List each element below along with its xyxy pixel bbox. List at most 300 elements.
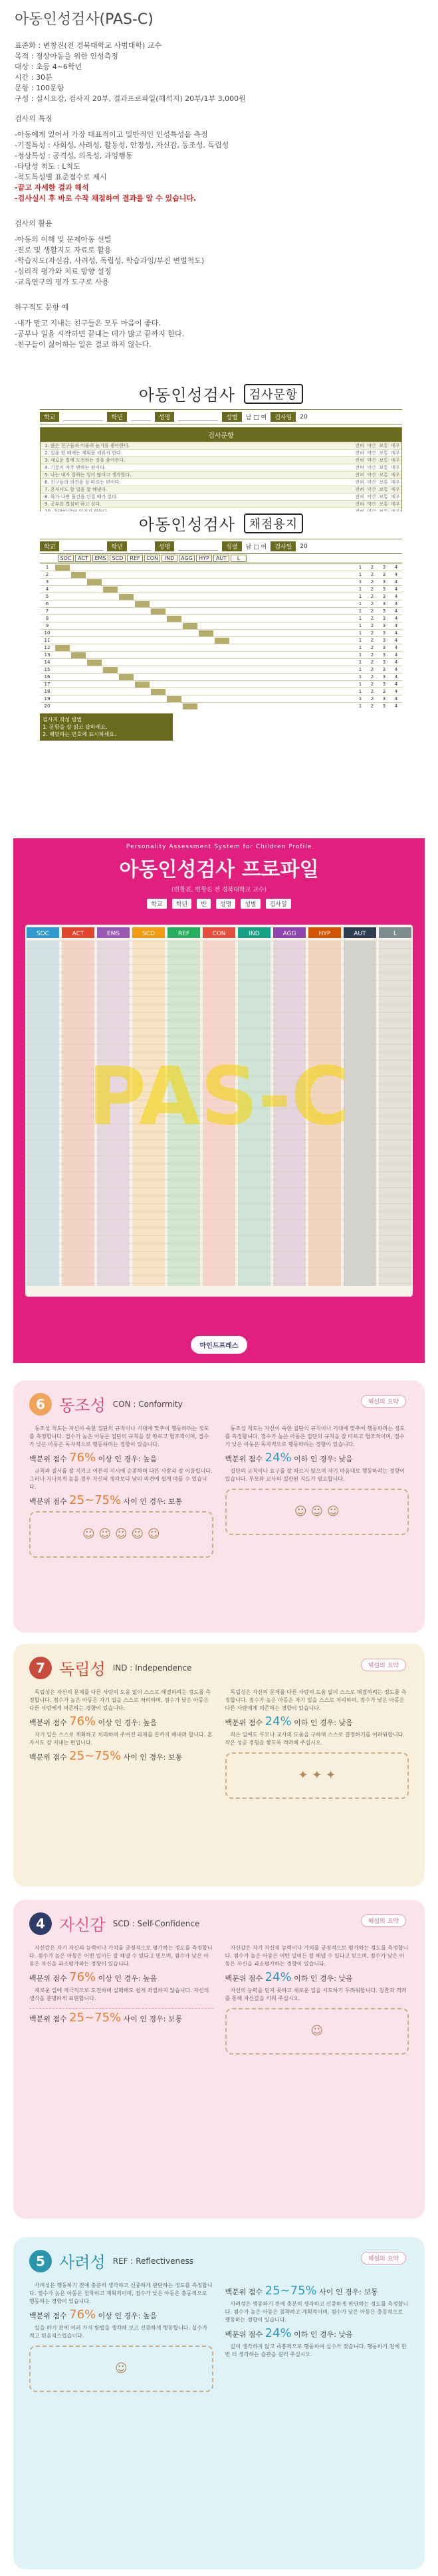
answer-cell[interactable] xyxy=(103,608,118,614)
answer-cell[interactable] xyxy=(215,587,229,593)
answer-option[interactable]: 3 xyxy=(382,572,386,577)
answer-option[interactable]: 3 xyxy=(382,682,386,687)
answer-option[interactable]: 4 xyxy=(394,660,398,665)
answer-cell[interactable] xyxy=(183,630,197,636)
answer-cell[interactable] xyxy=(151,667,165,673)
answer-option[interactable]: 3 xyxy=(382,660,386,665)
answer-cell[interactable] xyxy=(71,623,86,629)
answer-cell[interactable] xyxy=(87,645,102,651)
answer-cell[interactable] xyxy=(167,623,181,629)
answer-cell[interactable] xyxy=(151,594,165,600)
answer-option[interactable]: 매우 xyxy=(391,458,400,463)
answer-cell[interactable] xyxy=(199,645,213,651)
answer-cell[interactable] xyxy=(119,689,134,695)
answer-cell[interactable] xyxy=(103,587,118,593)
answer-cell[interactable] xyxy=(151,608,165,614)
answer-cell[interactable] xyxy=(183,667,197,673)
answer-option[interactable]: 2 xyxy=(370,689,374,694)
answer-option[interactable]: 4 xyxy=(394,674,398,680)
answer-option[interactable]: 1 xyxy=(358,594,362,599)
answer-cell[interactable] xyxy=(215,703,229,709)
answer-cell[interactable] xyxy=(135,572,150,578)
answer-cell[interactable] xyxy=(103,696,118,702)
answer-cell[interactable] xyxy=(167,674,181,680)
answer-cell[interactable] xyxy=(55,667,70,673)
profile-field[interactable]: 검사일 xyxy=(266,899,291,909)
answer-cell[interactable] xyxy=(215,645,229,651)
answer-cell[interactable] xyxy=(151,623,165,629)
answer-cell[interactable] xyxy=(71,579,86,585)
answer-cell[interactable] xyxy=(215,682,229,688)
answer-option[interactable]: 1 xyxy=(358,565,362,570)
answer-cell[interactable] xyxy=(103,601,118,607)
answer-option[interactable]: 2 xyxy=(370,696,374,701)
answer-cell[interactable] xyxy=(119,703,134,709)
answer-option[interactable]: 전혀 xyxy=(355,494,364,500)
answer-cell[interactable] xyxy=(71,652,86,658)
answer-cell[interactable] xyxy=(103,630,118,636)
answer-cell[interactable] xyxy=(71,682,86,688)
answer-cell[interactable] xyxy=(151,630,165,636)
answer-cell[interactable] xyxy=(87,652,102,658)
answer-option[interactable]: 3 xyxy=(382,667,386,672)
answer-cell[interactable] xyxy=(151,579,165,585)
answer-cell[interactable] xyxy=(135,608,150,614)
answer-cell[interactable] xyxy=(71,660,86,666)
answer-cell[interactable] xyxy=(103,660,118,666)
answer-cell[interactable] xyxy=(103,674,118,680)
answer-option[interactable]: 3 xyxy=(382,630,386,636)
answer-cell[interactable] xyxy=(199,689,213,695)
answer-cell[interactable] xyxy=(183,645,197,651)
answer-option[interactable]: 2 xyxy=(370,608,374,614)
answer-cell[interactable] xyxy=(103,703,118,709)
answer-option[interactable]: 4 xyxy=(394,616,398,621)
answer-cell[interactable] xyxy=(135,579,150,585)
answer-cell[interactable] xyxy=(167,667,181,673)
answer-option[interactable]: 3 xyxy=(382,594,386,599)
grade-field[interactable] xyxy=(131,413,151,421)
answer-cell[interactable] xyxy=(87,674,102,680)
answer-cell[interactable] xyxy=(167,630,181,636)
answer-option[interactable]: 4 xyxy=(394,682,398,687)
answer-cell[interactable] xyxy=(87,623,102,629)
answer-cell[interactable] xyxy=(71,608,86,614)
answer-cell[interactable] xyxy=(119,674,134,680)
answer-cell[interactable] xyxy=(71,674,86,680)
answer-cell[interactable] xyxy=(55,660,70,666)
answer-cell[interactable] xyxy=(199,601,213,607)
answer-option[interactable]: 1 xyxy=(358,579,362,585)
answer-cell[interactable] xyxy=(87,703,102,709)
name-field[interactable] xyxy=(178,543,218,551)
answer-option[interactable]: 2 xyxy=(370,674,374,680)
answer-cell[interactable] xyxy=(87,601,102,607)
answer-cell[interactable] xyxy=(119,579,134,585)
answer-cell[interactable] xyxy=(119,587,134,593)
answer-cell[interactable] xyxy=(183,660,197,666)
answer-cell[interactable] xyxy=(55,565,70,571)
answer-option[interactable]: 2 xyxy=(370,682,374,687)
answer-cell[interactable] xyxy=(167,601,181,607)
answer-option[interactable]: 1 xyxy=(358,601,362,606)
answer-cell[interactable] xyxy=(71,638,86,644)
answer-option[interactable]: 1 xyxy=(358,645,362,650)
answer-cell[interactable] xyxy=(55,645,70,651)
answer-option[interactable]: 약간 xyxy=(367,465,376,470)
answer-cell[interactable] xyxy=(55,594,70,600)
answer-cell[interactable] xyxy=(119,660,134,666)
answer-option[interactable]: 3 xyxy=(382,652,386,658)
answer-option[interactable]: 매우 xyxy=(391,443,400,448)
answer-cell[interactable] xyxy=(215,594,229,600)
answer-cell[interactable] xyxy=(103,652,118,658)
answer-cell[interactable] xyxy=(87,630,102,636)
answer-option[interactable]: 4 xyxy=(394,572,398,577)
answer-option[interactable]: 1 xyxy=(358,638,362,643)
answer-option[interactable]: 2 xyxy=(370,601,374,606)
answer-cell[interactable] xyxy=(151,601,165,607)
sex-options[interactable]: 남 □ 여 xyxy=(245,414,267,421)
answer-cell[interactable] xyxy=(151,572,165,578)
answer-cell[interactable] xyxy=(71,696,86,702)
answer-cell[interactable] xyxy=(87,608,102,614)
answer-cell[interactable] xyxy=(151,674,165,680)
answer-option[interactable]: 3 xyxy=(382,638,386,643)
answer-option[interactable]: 전혀 xyxy=(355,487,364,492)
answer-cell[interactable] xyxy=(55,652,70,658)
answer-cell[interactable] xyxy=(119,630,134,636)
answer-cell[interactable] xyxy=(135,652,150,658)
answer-cell[interactable] xyxy=(55,682,70,688)
answer-cell[interactable] xyxy=(167,616,181,622)
answer-cell[interactable] xyxy=(55,587,70,593)
answer-cell[interactable] xyxy=(55,696,70,702)
answer-option[interactable]: 2 xyxy=(370,616,374,621)
answer-option[interactable]: 4 xyxy=(394,565,398,570)
answer-cell[interactable] xyxy=(119,608,134,614)
answer-option[interactable]: 매우 xyxy=(391,502,400,507)
answer-cell[interactable] xyxy=(199,565,213,571)
answer-option[interactable]: 보통 xyxy=(379,443,388,448)
answer-option[interactable]: 약간 xyxy=(367,487,376,492)
answer-cell[interactable] xyxy=(151,689,165,695)
answer-cell[interactable] xyxy=(135,696,150,702)
answer-cell[interactable] xyxy=(215,660,229,666)
answer-cell[interactable] xyxy=(183,674,197,680)
answer-cell[interactable] xyxy=(215,630,229,636)
answer-option[interactable]: 4 xyxy=(394,696,398,701)
grade-field[interactable] xyxy=(131,543,151,551)
answer-cell[interactable] xyxy=(215,565,229,571)
answer-cell[interactable] xyxy=(55,674,70,680)
answer-cell[interactable] xyxy=(135,616,150,622)
answer-option[interactable]: 2 xyxy=(370,660,374,665)
answer-cell[interactable] xyxy=(199,623,213,629)
answer-option[interactable]: 1 xyxy=(358,689,362,694)
answer-option[interactable]: 1 xyxy=(358,660,362,665)
answer-cell[interactable] xyxy=(103,572,118,578)
answer-cell[interactable] xyxy=(135,703,150,709)
answer-option[interactable]: 1 xyxy=(358,623,362,628)
answer-option[interactable]: 4 xyxy=(394,630,398,636)
answer-cell[interactable] xyxy=(135,645,150,651)
answer-cell[interactable] xyxy=(183,587,197,593)
answer-cell[interactable] xyxy=(71,703,86,709)
profile-field[interactable]: 학년 xyxy=(172,899,191,909)
answer-cell[interactable] xyxy=(167,682,181,688)
answer-cell[interactable] xyxy=(199,652,213,658)
answer-cell[interactable] xyxy=(55,689,70,695)
answer-cell[interactable] xyxy=(135,667,150,673)
answer-option[interactable]: 전혀 xyxy=(355,450,364,456)
answer-option[interactable]: 2 xyxy=(370,587,374,592)
answer-cell[interactable] xyxy=(87,638,102,644)
answer-option[interactable]: 매우 xyxy=(391,465,400,470)
answer-cell[interactable] xyxy=(55,630,70,636)
answer-option[interactable]: 3 xyxy=(382,674,386,680)
answer-option[interactable]: 1 xyxy=(358,703,362,709)
answer-option[interactable]: 4 xyxy=(394,594,398,599)
answer-option[interactable]: 1 xyxy=(358,667,362,672)
answer-cell[interactable] xyxy=(199,587,213,593)
profile-field[interactable]: 성별 xyxy=(241,899,260,909)
answer-option[interactable]: 보통 xyxy=(379,502,388,507)
answer-option[interactable]: 약간 xyxy=(367,450,376,456)
answer-option[interactable]: 보통 xyxy=(379,487,388,492)
answer-option[interactable]: 4 xyxy=(394,667,398,672)
answer-cell[interactable] xyxy=(135,587,150,593)
answer-cell[interactable] xyxy=(215,579,229,585)
answer-cell[interactable] xyxy=(103,667,118,673)
answer-cell[interactable] xyxy=(119,696,134,702)
answer-cell[interactable] xyxy=(215,572,229,578)
answer-option[interactable]: 4 xyxy=(394,579,398,585)
answer-option[interactable]: 약간 xyxy=(367,494,376,500)
answer-cell[interactable] xyxy=(167,579,181,585)
answer-cell[interactable] xyxy=(55,572,70,578)
answer-option[interactable]: 보통 xyxy=(379,480,388,485)
answer-cell[interactable] xyxy=(87,572,102,578)
answer-cell[interactable] xyxy=(167,638,181,644)
answer-cell[interactable] xyxy=(183,572,197,578)
answer-option[interactable]: 1 xyxy=(358,696,362,701)
answer-cell[interactable] xyxy=(55,579,70,585)
answer-cell[interactable] xyxy=(151,660,165,666)
answer-cell[interactable] xyxy=(215,616,229,622)
answer-option[interactable]: 4 xyxy=(394,652,398,658)
answer-cell[interactable] xyxy=(199,703,213,709)
school-field[interactable] xyxy=(63,413,103,421)
answer-cell[interactable] xyxy=(135,594,150,600)
answer-option[interactable]: 매우 xyxy=(391,472,400,478)
answer-cell[interactable] xyxy=(119,682,134,688)
answer-option[interactable]: 전혀 xyxy=(355,502,364,507)
answer-cell[interactable] xyxy=(119,572,134,578)
answer-cell[interactable] xyxy=(103,616,118,622)
answer-option[interactable]: 1 xyxy=(358,608,362,614)
answer-option[interactable]: 2 xyxy=(370,565,374,570)
answer-cell[interactable] xyxy=(151,696,165,702)
answer-option[interactable]: 보통 xyxy=(379,450,388,456)
answer-cell[interactable] xyxy=(119,565,134,571)
answer-cell[interactable] xyxy=(135,689,150,695)
answer-cell[interactable] xyxy=(183,696,197,702)
answer-cell[interactable] xyxy=(135,601,150,607)
answer-cell[interactable] xyxy=(119,667,134,673)
answer-option[interactable]: 3 xyxy=(382,587,386,592)
answer-cell[interactable] xyxy=(215,696,229,702)
answer-option[interactable]: 4 xyxy=(394,689,398,694)
answer-cell[interactable] xyxy=(167,594,181,600)
answer-cell[interactable] xyxy=(183,608,197,614)
answer-cell[interactable] xyxy=(167,689,181,695)
answer-cell[interactable] xyxy=(199,638,213,644)
answer-cell[interactable] xyxy=(183,638,197,644)
answer-cell[interactable] xyxy=(119,638,134,644)
answer-cell[interactable] xyxy=(71,630,86,636)
answer-cell[interactable] xyxy=(167,660,181,666)
answer-cell[interactable] xyxy=(119,594,134,600)
answer-cell[interactable] xyxy=(183,623,197,629)
answer-cell[interactable] xyxy=(167,696,181,702)
answer-option[interactable]: 1 xyxy=(358,616,362,621)
answer-cell[interactable] xyxy=(183,689,197,695)
answer-cell[interactable] xyxy=(71,565,86,571)
answer-cell[interactable] xyxy=(215,667,229,673)
answer-cell[interactable] xyxy=(55,601,70,607)
answer-cell[interactable] xyxy=(151,616,165,622)
answer-cell[interactable] xyxy=(167,652,181,658)
answer-cell[interactable] xyxy=(55,616,70,622)
answer-option[interactable]: 2 xyxy=(370,703,374,709)
answer-option[interactable]: 3 xyxy=(382,579,386,585)
answer-option[interactable]: 3 xyxy=(382,645,386,650)
answer-cell[interactable] xyxy=(199,696,213,702)
answer-option[interactable]: 3 xyxy=(382,616,386,621)
answer-cell[interactable] xyxy=(103,579,118,585)
answer-cell[interactable] xyxy=(167,587,181,593)
answer-cell[interactable] xyxy=(183,682,197,688)
answer-option[interactable]: 약간 xyxy=(367,502,376,507)
answer-cell[interactable] xyxy=(103,594,118,600)
answer-option[interactable]: 4 xyxy=(394,587,398,592)
answer-cell[interactable] xyxy=(151,703,165,709)
answer-cell[interactable] xyxy=(71,616,86,622)
answer-option[interactable]: 2 xyxy=(370,579,374,585)
answer-option[interactable]: 보통 xyxy=(379,458,388,463)
answer-option[interactable]: 약간 xyxy=(367,472,376,478)
answer-option[interactable]: 전혀 xyxy=(355,480,364,485)
answer-cell[interactable] xyxy=(215,689,229,695)
answer-cell[interactable] xyxy=(135,682,150,688)
answer-option[interactable]: 2 xyxy=(370,645,374,650)
answer-cell[interactable] xyxy=(119,652,134,658)
answer-cell[interactable] xyxy=(199,630,213,636)
answer-cell[interactable] xyxy=(87,594,102,600)
answer-option[interactable]: 2 xyxy=(370,630,374,636)
sex-options[interactable]: 남 □ 여 xyxy=(245,544,267,551)
answer-cell[interactable] xyxy=(71,572,86,578)
answer-option[interactable]: 전혀 xyxy=(355,458,364,463)
answer-cell[interactable] xyxy=(183,579,197,585)
answer-cell[interactable] xyxy=(103,682,118,688)
answer-cell[interactable] xyxy=(183,594,197,600)
answer-cell[interactable] xyxy=(199,674,213,680)
answer-option[interactable]: 2 xyxy=(370,652,374,658)
answer-cell[interactable] xyxy=(119,645,134,651)
answer-cell[interactable] xyxy=(151,587,165,593)
answer-option[interactable]: 매우 xyxy=(391,480,400,485)
answer-cell[interactable] xyxy=(71,645,86,651)
answer-cell[interactable] xyxy=(71,601,86,607)
profile-field[interactable]: 성명 xyxy=(216,899,235,909)
answer-cell[interactable] xyxy=(199,660,213,666)
answer-option[interactable]: 3 xyxy=(382,608,386,614)
answer-cell[interactable] xyxy=(215,608,229,614)
answer-option[interactable]: 3 xyxy=(382,623,386,628)
answer-cell[interactable] xyxy=(71,667,86,673)
answer-cell[interactable] xyxy=(71,689,86,695)
answer-cell[interactable] xyxy=(87,689,102,695)
answer-cell[interactable] xyxy=(151,652,165,658)
answer-cell[interactable] xyxy=(103,565,118,571)
answer-option[interactable]: 4 xyxy=(394,601,398,606)
answer-cell[interactable] xyxy=(103,638,118,644)
answer-cell[interactable] xyxy=(215,638,229,644)
school-field[interactable] xyxy=(63,543,103,551)
answer-cell[interactable] xyxy=(151,645,165,651)
answer-cell[interactable] xyxy=(87,587,102,593)
answer-option[interactable]: 2 xyxy=(370,638,374,643)
answer-cell[interactable] xyxy=(183,703,197,709)
answer-cell[interactable] xyxy=(119,616,134,622)
answer-option[interactable]: 3 xyxy=(382,601,386,606)
answer-cell[interactable] xyxy=(167,572,181,578)
answer-cell[interactable] xyxy=(119,623,134,629)
answer-option[interactable]: 1 xyxy=(358,572,362,577)
answer-cell[interactable] xyxy=(183,616,197,622)
answer-cell[interactable] xyxy=(199,616,213,622)
answer-option[interactable]: 보통 xyxy=(379,472,388,478)
answer-option[interactable]: 보통 xyxy=(379,494,388,500)
answer-option[interactable]: 4 xyxy=(394,608,398,614)
answer-option[interactable]: 2 xyxy=(370,572,374,577)
answer-cell[interactable] xyxy=(135,630,150,636)
answer-cell[interactable] xyxy=(87,616,102,622)
answer-cell[interactable] xyxy=(135,660,150,666)
answer-option[interactable]: 보통 xyxy=(379,465,388,470)
answer-cell[interactable] xyxy=(135,674,150,680)
answer-cell[interactable] xyxy=(103,689,118,695)
answer-cell[interactable] xyxy=(199,572,213,578)
answer-cell[interactable] xyxy=(55,638,70,644)
answer-option[interactable]: 1 xyxy=(358,674,362,680)
answer-cell[interactable] xyxy=(87,579,102,585)
answer-cell[interactable] xyxy=(215,601,229,607)
answer-option[interactable]: 약간 xyxy=(367,480,376,485)
profile-field[interactable]: 학교 xyxy=(147,899,166,909)
answer-cell[interactable] xyxy=(55,608,70,614)
answer-cell[interactable] xyxy=(151,682,165,688)
answer-option[interactable]: 1 xyxy=(358,682,362,687)
answer-cell[interactable] xyxy=(167,645,181,651)
answer-option[interactable]: 3 xyxy=(382,703,386,709)
answer-option[interactable]: 3 xyxy=(382,565,386,570)
answer-cell[interactable] xyxy=(199,667,213,673)
answer-cell[interactable] xyxy=(167,703,181,709)
answer-cell[interactable] xyxy=(87,682,102,688)
